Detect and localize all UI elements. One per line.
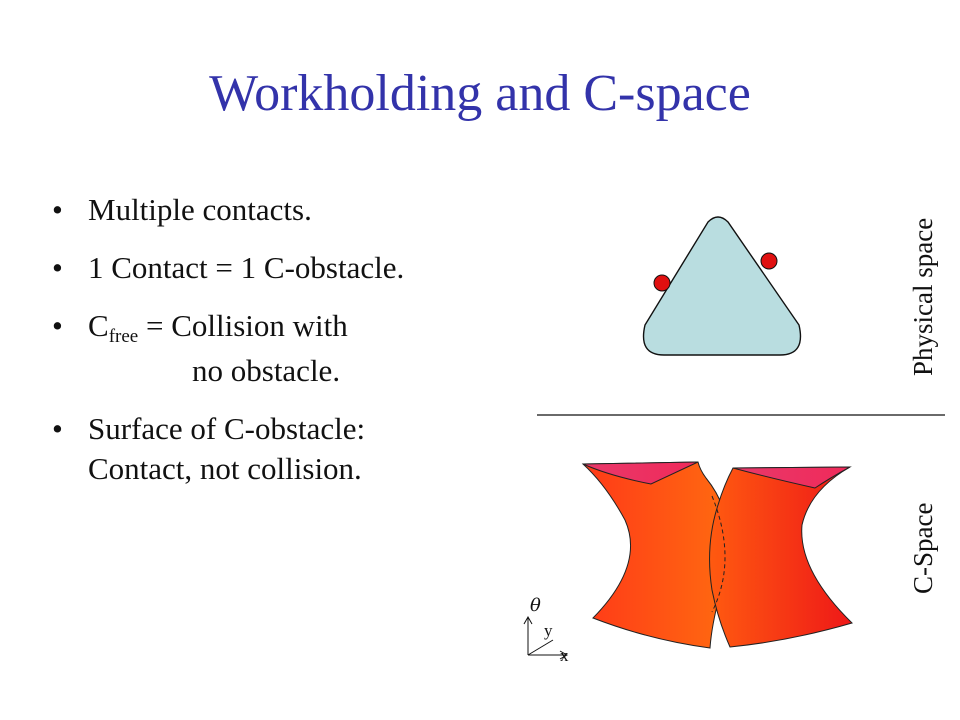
axis-y bbox=[528, 640, 553, 655]
slide-title: Workholding and C-space bbox=[209, 65, 751, 122]
bullet-text: = Collision with bbox=[138, 308, 348, 343]
c-free-subscript: free bbox=[108, 326, 139, 347]
bullet-continuation: no obstacle. bbox=[192, 353, 341, 388]
axis-theta-label: θ bbox=[530, 595, 541, 616]
bullet-text: Multiple contacts. bbox=[88, 192, 312, 227]
bullet-continuation: Contact, not collision. bbox=[88, 451, 362, 486]
c-free-symbol: C bbox=[88, 308, 109, 343]
bullet-dot: • bbox=[52, 308, 63, 343]
axis-x-label: x bbox=[560, 646, 569, 665]
c-space-label: C-Space bbox=[908, 502, 938, 594]
bullet-dot: • bbox=[52, 192, 63, 227]
c-obstacle-right bbox=[710, 467, 852, 647]
contact-point-right bbox=[761, 253, 777, 269]
bullet-dot: • bbox=[52, 250, 63, 285]
bullet-dot: • bbox=[52, 411, 63, 446]
physical-space-label: Physical space bbox=[908, 217, 938, 376]
c-obstacle-left bbox=[583, 462, 729, 648]
axis-y-label: y bbox=[544, 621, 553, 640]
bullet-text: Surface of C-obstacle: bbox=[88, 411, 366, 446]
bullet-text: 1 Contact = 1 C-obstacle. bbox=[88, 250, 405, 285]
contact-point-left bbox=[654, 275, 670, 291]
